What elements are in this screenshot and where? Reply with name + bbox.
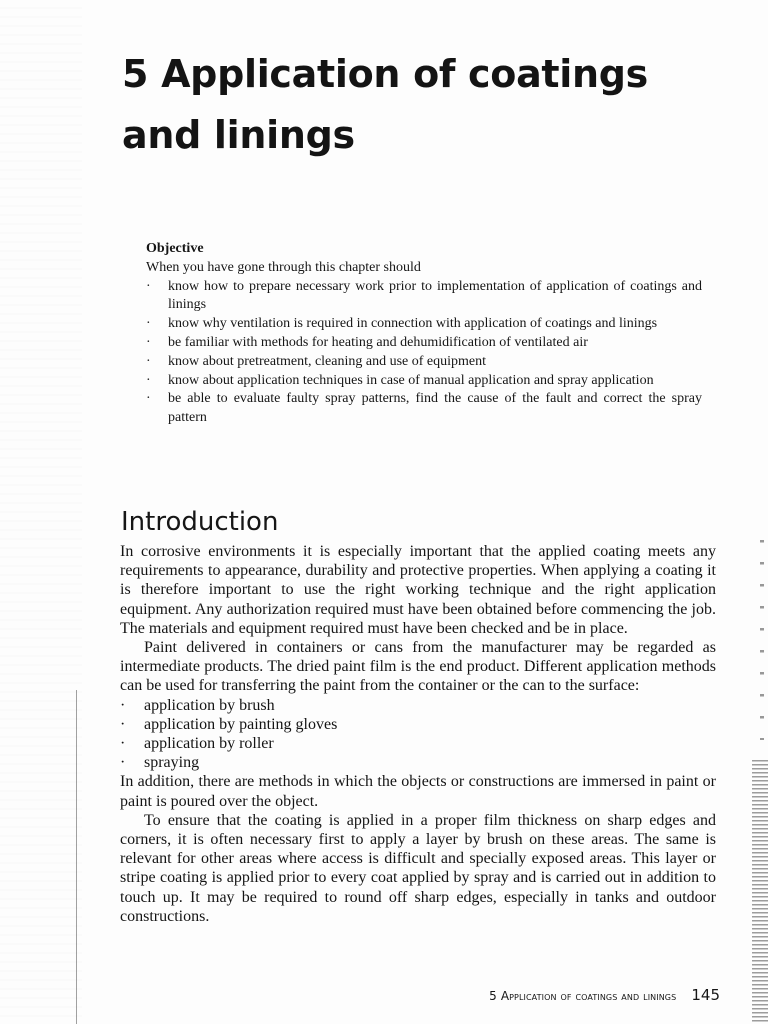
list-item-text: application by brush (144, 696, 275, 714)
bullet-mark: · (120, 696, 126, 714)
bullet-mark: · (146, 391, 151, 407)
list-item (120, 734, 716, 753)
objective-intro: When you have gone through this chapter should (146, 259, 421, 275)
objective-heading: Objective (146, 241, 204, 256)
chapter-title (122, 44, 722, 166)
page-number: 145 (691, 986, 720, 1004)
scan-margin-line (76, 690, 77, 1024)
section-heading: Introduction (121, 507, 279, 537)
introduction-body (120, 542, 716, 926)
paragraph: In corrosive environments it is especially important that the applied coating meets any requirements to appearance, durability and protective properties. When applying a coating it is therefore important to use the right working technique and the right application equipment. Any authorization required must have been obtained before commencing the job. The materials and equipment required must have been checked and be in place. (120, 543, 716, 637)
scan-edge-noise (752, 760, 768, 1024)
bullet-mark: · (120, 735, 126, 753)
paragraph: In addition, there are methods in which the objects or constructions are immersed in paint or paint is poured over the object. (120, 773, 716, 810)
chapter-title-line-2: and linings (122, 113, 355, 157)
objective-item-text: know why ventilation is required in connection with application of coatings and linings (168, 316, 658, 332)
objective-item-text: know about pretreatment, cleaning and use of equipment (168, 353, 487, 369)
bullet-mark: · (146, 372, 151, 388)
objective-item (146, 390, 702, 428)
bullet-mark: · (146, 316, 151, 332)
list-item (120, 715, 716, 734)
list-item-text: application by painting gloves (144, 715, 338, 733)
bullet-mark: · (146, 278, 151, 294)
application-methods-list (120, 696, 716, 773)
list-item (120, 696, 716, 715)
list-item (120, 753, 716, 772)
bullet-mark: · (120, 754, 126, 772)
objective-item-text: be able to evaluate faulty spray patterns, find the cause of the fault and correct the spray pattern (168, 391, 702, 426)
page-footer (420, 985, 720, 1004)
objective-item (146, 334, 702, 353)
chapter-title-line-1: 5 Application of coatings (122, 52, 648, 96)
running-title: 5 Application of coatings and linings (489, 989, 677, 1003)
paragraph: To ensure that the coating is applied in a proper film thickness on sharp edges and corners, it is often necessary first to apply a layer by brush on these areas. The same is relevant for other areas where access is difficult and specially exposed areas. This layer or stripe coating is applied prior to every coat applied by spray and is carried out in addition to touch up. It may be required to round off sharp edges, especially in tanks and outdoor constructions. (120, 811, 716, 925)
objective-list (146, 278, 702, 428)
list-item-text: spraying (144, 754, 200, 772)
paragraph: Paint delivered in containers or cans from the manufacturer may be regarded as intermediate products. The dried paint film is the end product. Different application methods can be used for transferring the paint from the container or the can to the surface: (120, 639, 716, 695)
bullet-mark: · (120, 715, 126, 733)
list-item-text: application by roller (144, 735, 274, 753)
objective-item-text: be familiar with methods for heating and dehumidification of ventilated air (168, 334, 588, 350)
objective-item (146, 353, 702, 372)
objective-item-text: know how to prepare necessary work prior to implementation of application of coatings and linings (168, 278, 702, 313)
objective-item (146, 372, 702, 391)
bullet-mark: · (146, 353, 151, 369)
scan-edge-dots (760, 540, 764, 740)
objective-section (146, 240, 702, 428)
objective-item (146, 315, 702, 334)
objective-item (146, 278, 702, 316)
bullet-mark: · (146, 334, 151, 350)
objective-item-text: know about application techniques in case of manual application and spray application (168, 372, 654, 388)
scan-margin-noise (0, 0, 82, 1024)
